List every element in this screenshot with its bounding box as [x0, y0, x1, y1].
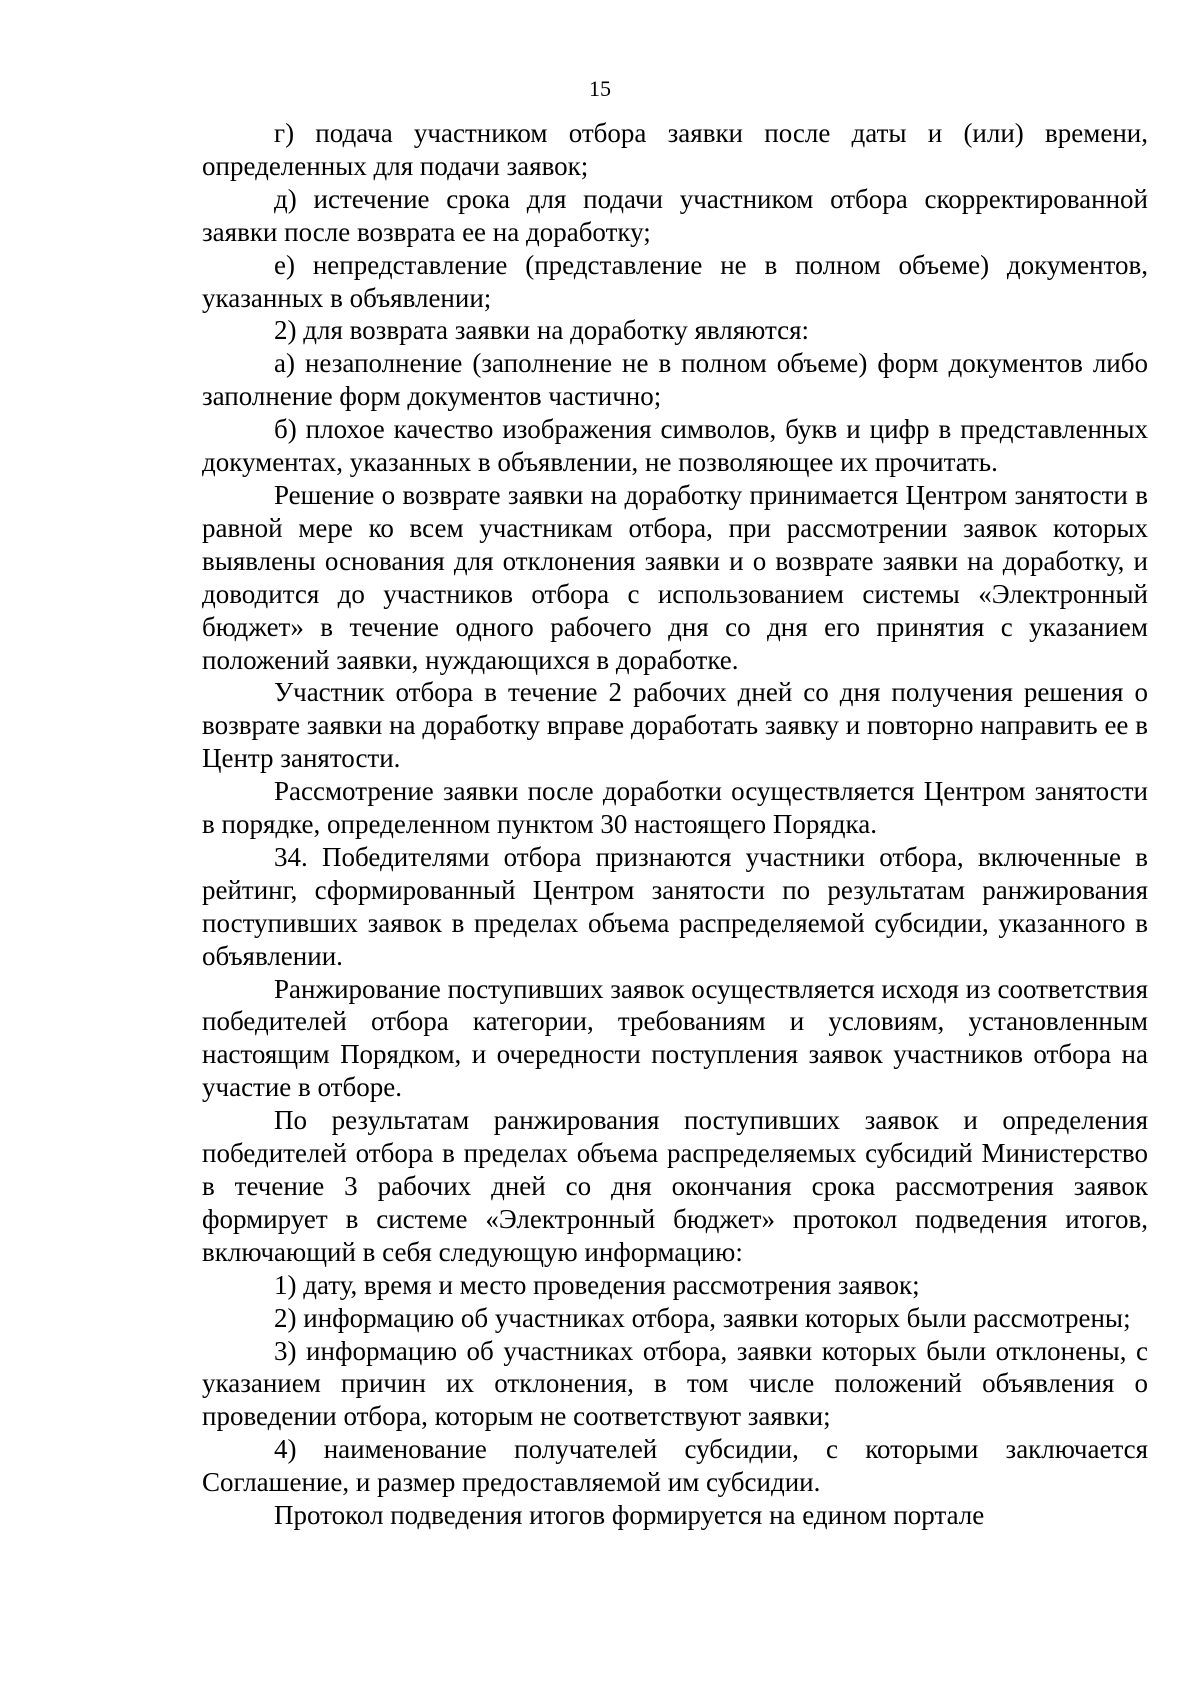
paragraph-return-decision: Решение о возврате заявки на доработку принимается Центром занятости в равной мере ко всем участникам отбора, при рассмотрении заявок которых выявлены основания для отклонения заявки и о возврате заявки на доработку, и доводится до участников отбора с использованием системы «Электронный бюджет» в течение одного рабочего дня со дня его принятия с указанием положений заявки, нуждающихся в доработке.	[202, 479, 1148, 675]
paragraph-reject-deadline-expired: д) истечение срока для подачи участником отбора скорректированной заявки после возврата ее на доработку;	[202, 183, 1148, 247]
paragraph-protocol-item-3: 3) информацию об участниках отбора, заявки которых были отклонены, с указанием причин их отклонения, в том числе положений объявления о проведении отбора, которым не соответствуют заявки;	[202, 1335, 1148, 1432]
paragraph-protocol-item-1: 1) дату, время и место проведения рассмотрения заявок;	[274, 1269, 920, 1300]
paragraph-revision-review: Рассмотрение заявки после доработки осуществляется Центром занятости в порядке, определенном пунктом 30 настоящего Порядка.	[202, 776, 1148, 840]
paragraph-return-incomplete-forms: а) незаполнение (заполнение не в полном объеме) форм документов либо заполнение форм документов частично;	[202, 348, 1148, 412]
paragraph-reject-missing-documents: е) непредставление (представление не в полном объеме) документов, указанных в объявлении;	[202, 249, 1148, 313]
paragraph-protocol-portal: Протокол подведения итогов формируется на едином портале	[274, 1500, 985, 1531]
paragraph-revision-period: Участник отбора в течение 2 рабочих дней со дня получения решения о возврате заявки на доработку вправе доработать заявку и повторно направить ее в Центр занятости.	[202, 677, 1148, 774]
paragraph-return-grounds-heading: 2) для возврата заявки на доработку являются:	[274, 315, 810, 346]
paragraph-protocol-item-2: 2) информацию об участниках отбора, заявки которых были рассмотрены;	[274, 1302, 1131, 1333]
page-number: 15	[589, 76, 611, 101]
document-body	[202, 117, 1148, 1532]
paragraph-section-34-winners: 34. Победителями отбора признаются участники отбора, включенные в рейтинг, сформированный Центром занятости по результатам ранжирования поступивших заявок в пределах объема распределяемой субсидии, указанного в объявлении.	[202, 841, 1148, 971]
paragraph-results-protocol: По результатам ранжирования поступивших заявок и определения победителей отбора в пределах объема распределяемых субсидий Министерство в течение 3 рабочих дней со дня окончания срока рассмотрения заявок формирует в системе «Электронный бюджет» протокол подведения итогов, включающий в себя следующую информацию:	[202, 1105, 1148, 1267]
paragraph-reject-late-submission: г) подача участником отбора заявки после даты и (или) времени, определенных для подачи заявок;	[202, 118, 1148, 181]
paragraph-return-poor-quality: б) плохое качество изображения символов, букв и цифр в представленных документах, указанных в объявлении, не позволяющее их прочитать.	[202, 414, 1148, 478]
paragraph-ranking: Ранжирование поступивших заявок осуществляется исходя из соответствия победителей отбора категории, требованиям и условиям, установленным настоящим Порядком, и очередности поступления заявок участников отбора на участие в отборе.	[202, 973, 1148, 1103]
paragraph-protocol-item-4: 4) наименование получателей субсидии, с которыми заключается Соглашение, и размер предоставляемой им субсидии.	[202, 1434, 1148, 1498]
